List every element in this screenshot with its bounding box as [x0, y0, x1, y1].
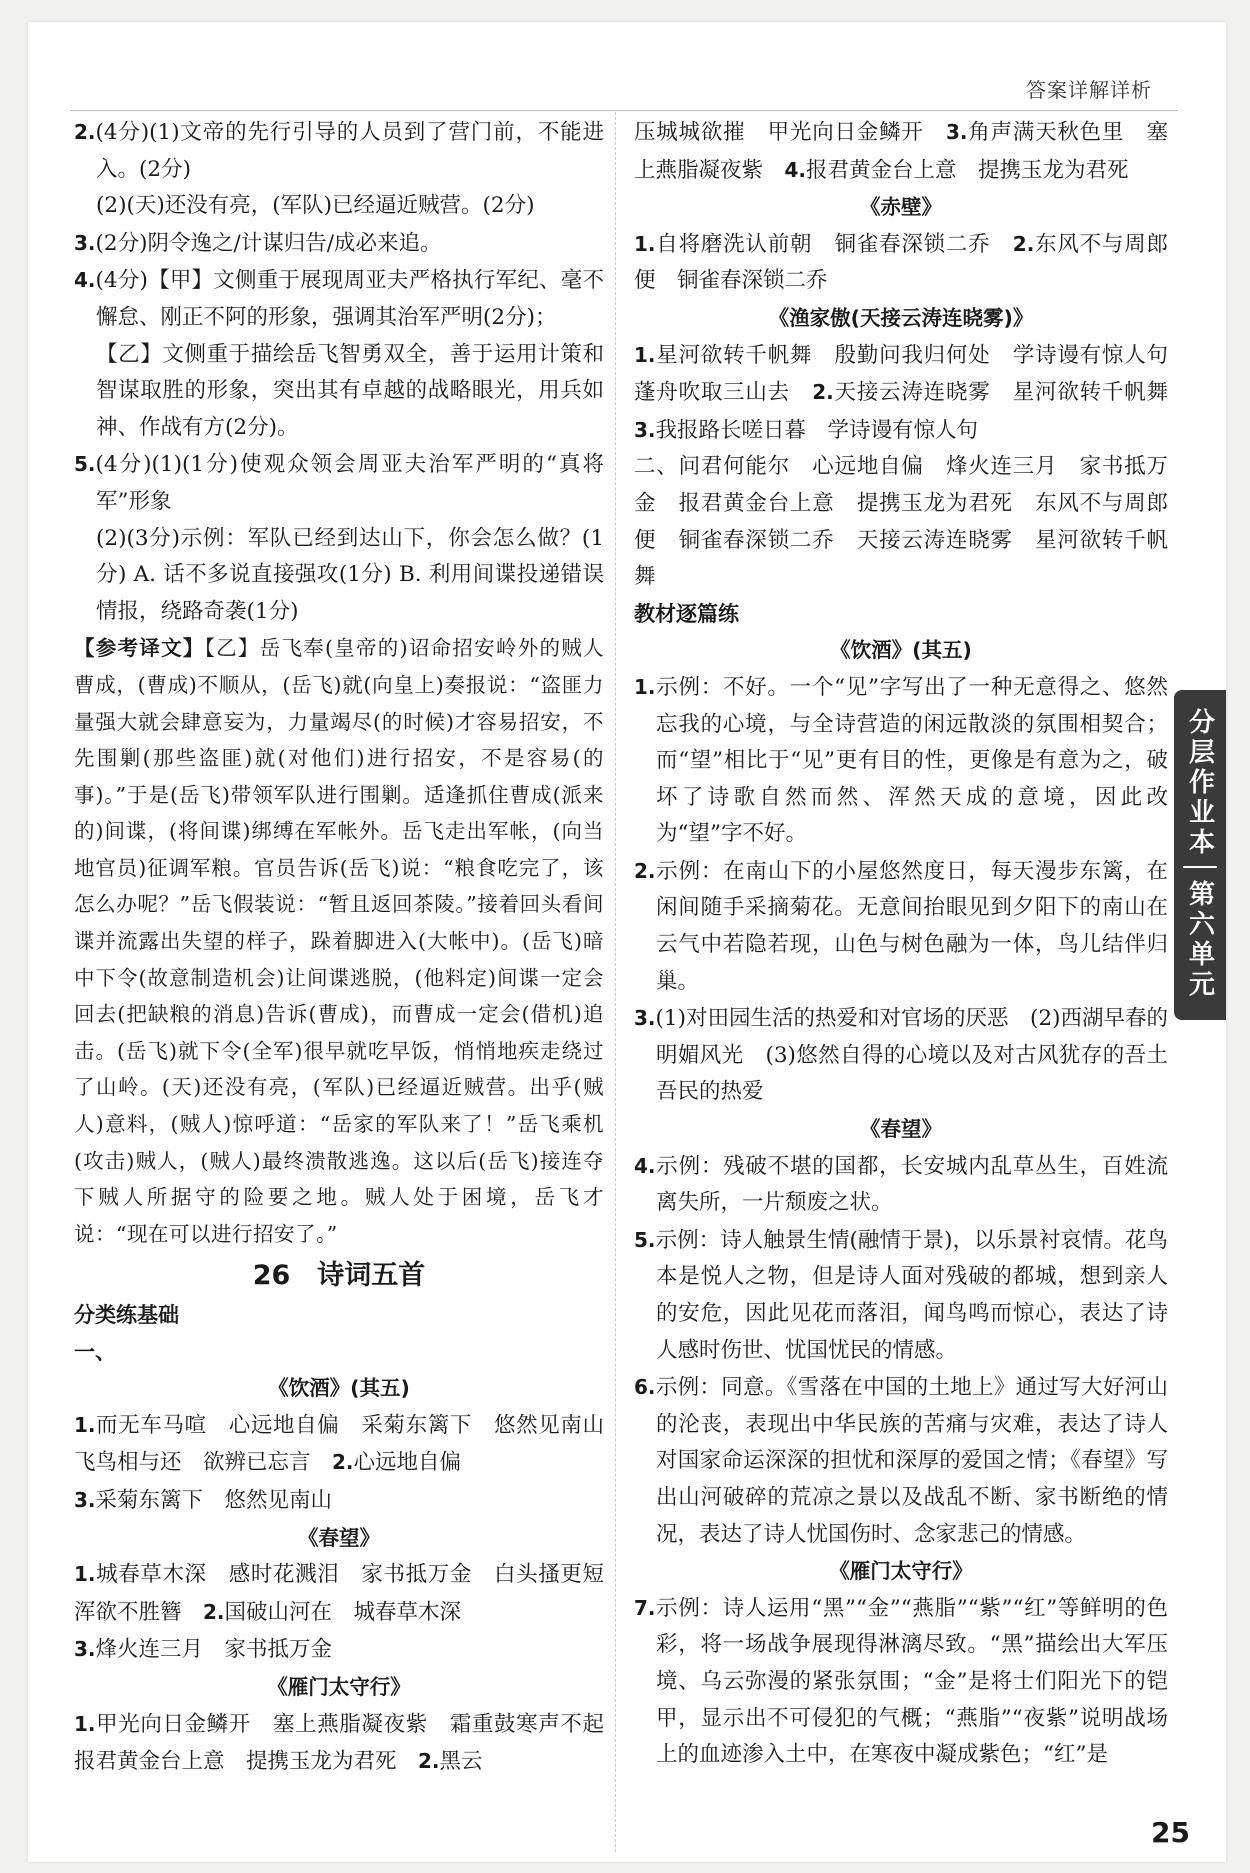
poem-title-yanmen: 《雁门太守行》 — [267, 1674, 411, 1699]
poem-title-chunwang-2: 《春望》 — [860, 1117, 942, 1142]
answer-3: 3.(2分)阴令逸之/计谋归告/成必来追。 — [74, 230, 442, 256]
yanmen-answers: 1.甲光向日金鳞开 塞上燕脂凝夜紫 霜重鼓寒声不起 报君黄金台上意 提携玉龙为君死 2.黑云 — [74, 1711, 626, 1775]
chibi-answers: 1.自将磨洗认前朝 铜雀春深锁二乔 2.东风不与周郎便 铜雀春深锁二乔 — [634, 231, 1168, 294]
chunwang-answers: 1.城春草木深 感时花溅泪 家书抵万金 白头搔更短 浑欲不胜簪 2.国破山河在 城春草木深 — [74, 1562, 626, 1625]
textbook-answer-7: 7.示例：诗人运用“黑”“金”“燕脂”“紫”“红”等鲜明的色彩，将一场战争展现得淋漓尽致。“黑”描绘出大军压境、乌云弥漫的紧张氛围；“金”是将士们阳光下的铠甲，显示出不可侵犯的气概；“燕脂”“夜紫”说明战场上的血迹渗入土中，在寒夜中凝成紫色；“红”是 — [634, 1595, 1168, 1768]
page-number: 25 — [1151, 1816, 1190, 1849]
header-rule — [70, 110, 1178, 111]
answer-2-part2: (2)(天)还没有亮，(军队)已经逼近贼营。(2分) — [96, 193, 535, 219]
part-one: 一、 — [74, 1339, 116, 1364]
poem-title-yinjiu-2: 《饮酒》(其五) — [830, 638, 972, 663]
yinjiu-answers: 1.而无车马喧 心远地自偏 采菊东篱下 悠然见南山 飞鸟相与还 欲辨已忘言 2.心远地自偏 — [74, 1412, 626, 1476]
lesson-title: 26 诗词五首 — [252, 1260, 426, 1292]
answer-4-part2: 【乙】文侧重于描绘岳飞智勇双全，善于运用计策和智谋取胜的形象，突出其有卓越的战略眼光，用兵如神、作战有方(2分)。 — [96, 341, 604, 440]
textbook-answer-2: 2.示例：在南山下的小屋悠然度日，每天漫步东篱，在闲间随手采摘菊花。无意间抬眼见到夕阳下的南山在云气中若隐若现，山色与树色融为一体，鸟儿结伴归巢。 — [634, 858, 1168, 994]
poem-title-yinjiu: 《饮酒》(其五) — [268, 1376, 410, 1401]
header-title: 答案详解详析 — [1026, 78, 1152, 102]
answer-2: 2.(4分)(1)文帝的先行引导的人员到了营门前，不能进入。(2分) — [74, 120, 604, 182]
yanmen-answers-cont: 压城城欲摧 甲光向日金鳞开 3.角声满天秋色里 塞上燕脂凝夜紫 4.报君黄金台上意 提携玉龙为君死 — [634, 120, 1168, 183]
column-divider — [615, 112, 616, 1852]
poem-title-yujia: 《渔家傲(天接云涛连晓雾)》 — [768, 305, 1034, 330]
answer-4: 4.(4分)【甲】文侧重于展现周亚夫严格执行军纪、毫不懈怠、刚正不阿的形象，强调其治军严明(2分)； — [74, 268, 604, 330]
section-basic: 分类练基础 — [74, 1303, 179, 1327]
side-tab-label-2: 第六单元 — [1184, 880, 1215, 1000]
unit-side-tab — [1174, 690, 1226, 1020]
poem-title-chunwang: 《春望》 — [298, 1525, 380, 1550]
textbook-answer-3: 3.(1)对田园生活的热爱和对官场的厌恶 (2)西湖早春的明媚风光 (3)悠然自得的心境以及对古风犹存的吾土吾民的热爱 — [634, 1006, 1168, 1105]
answer-5: 5.(4分)(1)(1分)使观众领会周亚夫治军严明的“真将军”形象 — [74, 452, 604, 514]
textbook-answer-5: 5.示例：诗人触景生情(融情于景)，以乐景衬哀情。花鸟本是悦人之物，但是诗人面对残破的都城，想到亲人的安危，因此见花而落泪，闻鸟鸣而惊心，表达了诗人感时伤世、忧国忧民的情感。 — [634, 1227, 1168, 1363]
reference-translation: 【参考译文】【乙】岳飞奉(皇帝的)诏命招安岭外的贼人曹成，(曹成)不顺从，(岳飞)就(向皇上)奏报说：“盗匪力量强大就会肆意妄为，力量竭尽(的时候)才容易招安，不先围剿(那些盗匪)就(对他们)进行招安，不是容易(的事)。”于是(岳飞)带领军队进行围剿。适逢抓住曹成(派来的)间谍，(将间谍)绑缚在军帐外。岳飞走出军帐，(向当地官员)征调军粮。官员告诉(岳飞)说：“粮食吃完了，该怎么办呢？”岳飞假装说：“暂且返回茶陵。”接着回头看间谍并流露出失望的样子，跺着脚进入(大帐中)。(岳飞)暗中下令(故意制造机会)让间谍逃脱，(他料定)间谍一定会回去(把缺粮的消息)告诉(曹成)，而曹成一定会(借机)追击。(岳飞)就下令(全军)很早就吃早饭，悄悄地疾走绕过了山岭。(天)还没有亮，(军队)已经逼近贼营。出乎(贼人)意料，(贼人)惊呼道：“岳家的军队来了！”岳飞乘机(攻击)贼人，(贼人)最终溃散逃逸。这以后(岳飞)接连夺下贼人所据守的险要之地。贼人处于困境，岳飞才说：“现在可以进行招安了。” — [74, 636, 604, 1246]
textbook-answer-6: 6.示例：同意。《雪落在中国的土地上》通过写大好河山的沦丧，表现出中华民族的苦痛与灾难，表达了诗人对国家命运深深的担忧和深厚的爱国之情；《春望》写出山河破碎的荒凉之景以及战乱不断、家书断绝的情况，表达了诗人忧国伤时、念家悲己的情感。 — [634, 1375, 1168, 1547]
textbook-answer-4: 4.示例：残破不堪的国都，长安城内乱草丛生，百姓流离失所，一片颓废之状。 — [634, 1153, 1168, 1216]
side-tab-label-1: 分层作业本 — [1184, 708, 1215, 858]
textbook-answer-1: 1.示例：不好。一个“见”字写出了一种无意得之、悠然忘我的心境，与全诗营造的闲远散淡的氛围相契合；而“望”相比于“见”更有目的性，更像是有意为之，破坏了诗歌自然而然、浑然天成的意境，因此改为“望”字不好。 — [634, 674, 1168, 847]
left-column — [74, 114, 626, 1781]
section-textbook: 教材逐篇练 — [634, 601, 739, 626]
yinjiu-answer-3: 3.采菊东篱下 悠然见南山 — [74, 1487, 333, 1513]
right-column — [634, 114, 1190, 1774]
poem-title-yanmen-2: 《雁门太守行》 — [829, 1559, 973, 1584]
answer-5-part2: (2)(3分)示例：军队已经到达山下，你会怎么做？(1分) A. 话不多说直接强攻(1分) B. 利用间谍投递错误情报，绕路奇袭(1分) — [96, 525, 604, 624]
yujia-answers: 1.星河欲转千帆舞 殷勤问我归何处 学诗谩有惊人句 蓬舟吹取三山去 2.天接云涛连晓雾 星河欲转千帆舞 3.我报路长嗟日暮 学诗谩有惊人句 — [634, 342, 1190, 443]
part-two-answers: 二、问君何能尔 心远地自偏 烽火连三月 家书抵万金 报君黄金台上意 提携玉龙为君死 东风不与周郎便 铜雀春深锁二乔 天接云涛连晓雾 星河欲转千帆舞 — [634, 454, 1168, 590]
poem-title-chibi: 《赤壁》 — [860, 195, 942, 220]
chunwang-answer-3: 3.烽火连三月 家书抵万金 — [74, 1637, 333, 1663]
